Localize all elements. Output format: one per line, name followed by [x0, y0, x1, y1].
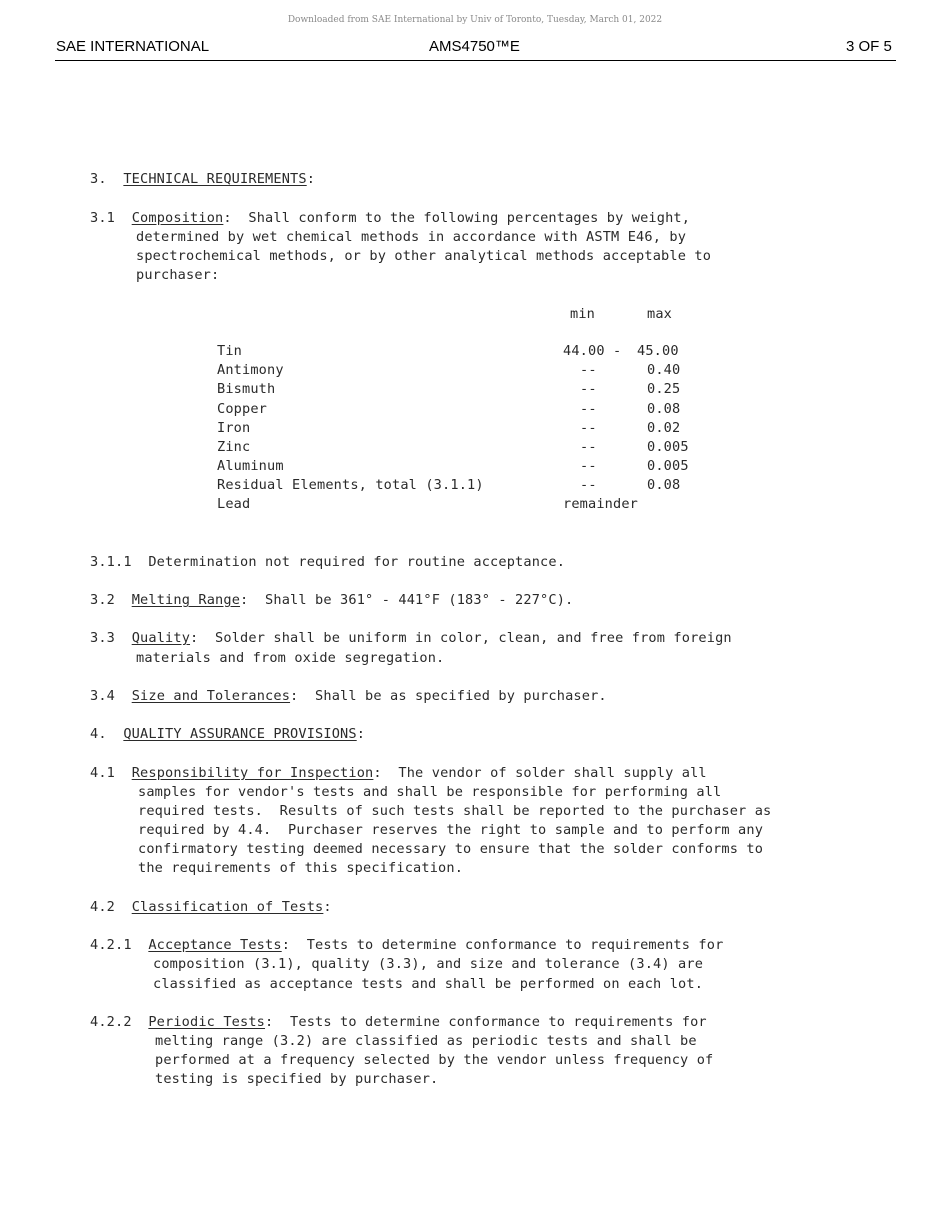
para-title: Classification of Tests [131, 899, 324, 915]
para-4-2-2-line-3: performed at a frequency selected by the vendor unless frequency of [155, 1052, 714, 1068]
para-3-4: 3.4 Size and Tolerances: Shall be as specified by purchaser. [90, 688, 607, 704]
para-4-2: 4.2 Classification of Tests: [90, 899, 332, 915]
comp-max: 0.40 [647, 362, 681, 378]
para-number: 4.2 [90, 899, 116, 915]
comp-min: -- [580, 420, 597, 436]
para-number: 3.4 [90, 688, 116, 704]
para-4-2-2-line-4: testing is specified by purchaser. [155, 1071, 439, 1087]
comp-max: 0.08 [647, 477, 681, 493]
para-3-1-line-4: purchaser: [136, 267, 220, 283]
comp-min: -- [580, 458, 597, 474]
para-4-2-2-line-2: melting range (3.2) are classified as periodic tests and shall be [155, 1033, 697, 1049]
comp-element: Zinc [217, 439, 251, 455]
header-rule [55, 60, 896, 61]
para-title: Melting Range [131, 592, 241, 608]
comp-min: -- [580, 401, 597, 417]
para-title: Responsibility for Inspection [131, 765, 374, 781]
header-page-number: 3 OF 5 [846, 38, 892, 55]
para-4-1-line-2: samples for vendor's tests and shall be responsible for performing all [138, 784, 722, 800]
para-4-2-1-line-2: composition (3.1), quality (3.3), and size and tolerance (3.4) are [153, 956, 704, 972]
para-4-1-line-4: required by 4.4. Purchaser reserves the right to sample and to perform any [138, 822, 764, 838]
comp-min: -- [580, 362, 597, 378]
header-doc-number: AMS4750™E [429, 38, 520, 55]
comp-element: Aluminum [217, 458, 284, 474]
para-number: 4.1 [90, 765, 116, 781]
para-number: 3.1.1 [90, 554, 132, 570]
para-title: Composition [131, 210, 224, 226]
para-3-1-1: 3.1.1 Determination not required for routine acceptance. [90, 554, 566, 570]
header-publisher: SAE INTERNATIONAL [56, 38, 210, 55]
comp-max: 0.08 [647, 401, 681, 417]
para-number: 3.3 [90, 630, 116, 646]
comp-header-min: min [570, 306, 596, 322]
comp-max: 0.005 [647, 439, 689, 455]
section-number: 3. [90, 171, 107, 187]
para-3-1-line-1: 3.1 Composition: Shall conform to the following percentages by weight, [90, 210, 691, 226]
comp-max: 0.02 [647, 420, 681, 436]
para-4-1-line-3: required tests. Results of such tests shall be reported to the purchaser as [138, 803, 772, 819]
para-3-3-line-1: 3.3 Quality: Solder shall be uniform in color, clean, and free from foreign [90, 630, 732, 646]
section-3-heading: 3. TECHNICAL REQUIREMENTS: [90, 171, 316, 187]
para-3-1-line-2: determined by wet chemical methods in accordance with ASTM E46, by [136, 229, 687, 245]
comp-element: Bismuth [217, 381, 276, 397]
comp-max: 0.005 [647, 458, 689, 474]
para-number: 3.2 [90, 592, 116, 608]
section-title: QUALITY ASSURANCE PROVISIONS [123, 726, 357, 742]
comp-element: Lead [217, 496, 251, 512]
comp-min: -- [580, 381, 597, 397]
comp-max: 45.00 [637, 343, 679, 359]
comp-element: Tin [217, 343, 243, 359]
para-4-2-1-line-3: classified as acceptance tests and shall be performed on each lot. [153, 976, 704, 992]
comp-min: remainder [563, 496, 639, 512]
comp-header-max: max [647, 306, 673, 322]
para-4-1-line-1: 4.1 Responsibility for Inspection: The vendor of solder shall supply all [90, 765, 707, 781]
para-title: Acceptance Tests [148, 937, 282, 953]
section-title: TECHNICAL REQUIREMENTS [123, 171, 307, 187]
download-watermark: Downloaded from SAE International by Univ of Toronto, Tuesday, March 01, 2022 [287, 15, 663, 25]
para-4-2-1-line-1: 4.2.1 Acceptance Tests: Tests to determine conformance to requirements for [90, 937, 724, 953]
para-4-1-line-6: the requirements of this specification. [138, 860, 464, 876]
section-number: 4. [90, 726, 107, 742]
para-title: Size and Tolerances [131, 688, 291, 704]
para-title: Periodic Tests [148, 1014, 266, 1030]
para-number: 4.2.2 [90, 1014, 132, 1030]
para-4-2-2-line-1: 4.2.2 Periodic Tests: Tests to determine conformance to requirements for [90, 1014, 707, 1030]
para-title: Quality [131, 630, 191, 646]
comp-element: Iron [217, 420, 251, 436]
comp-element: Copper [217, 401, 268, 417]
para-3-3-line-2: materials and from oxide segregation. [136, 650, 445, 666]
para-3-2: 3.2 Melting Range: Shall be 361° - 441°F (183° - 227°C). [90, 592, 574, 608]
comp-max: 0.25 [647, 381, 681, 397]
comp-min: -- [580, 439, 597, 455]
comp-element: Antimony [217, 362, 284, 378]
para-number: 3.1 [90, 210, 116, 226]
para-number: 4.2.1 [90, 937, 132, 953]
section-4-heading: 4. QUALITY ASSURANCE PROVISIONS: [90, 726, 366, 742]
para-4-1-line-5: confirmatory testing deemed necessary to ensure that the solder conforms to [138, 841, 764, 857]
para-3-1-line-3: spectrochemical methods, or by other analytical methods acceptable to [136, 248, 712, 264]
comp-element: Residual Elements, total (3.1.1) [217, 477, 484, 493]
comp-min: 44.00 - [563, 343, 622, 359]
comp-min: -- [580, 477, 597, 493]
